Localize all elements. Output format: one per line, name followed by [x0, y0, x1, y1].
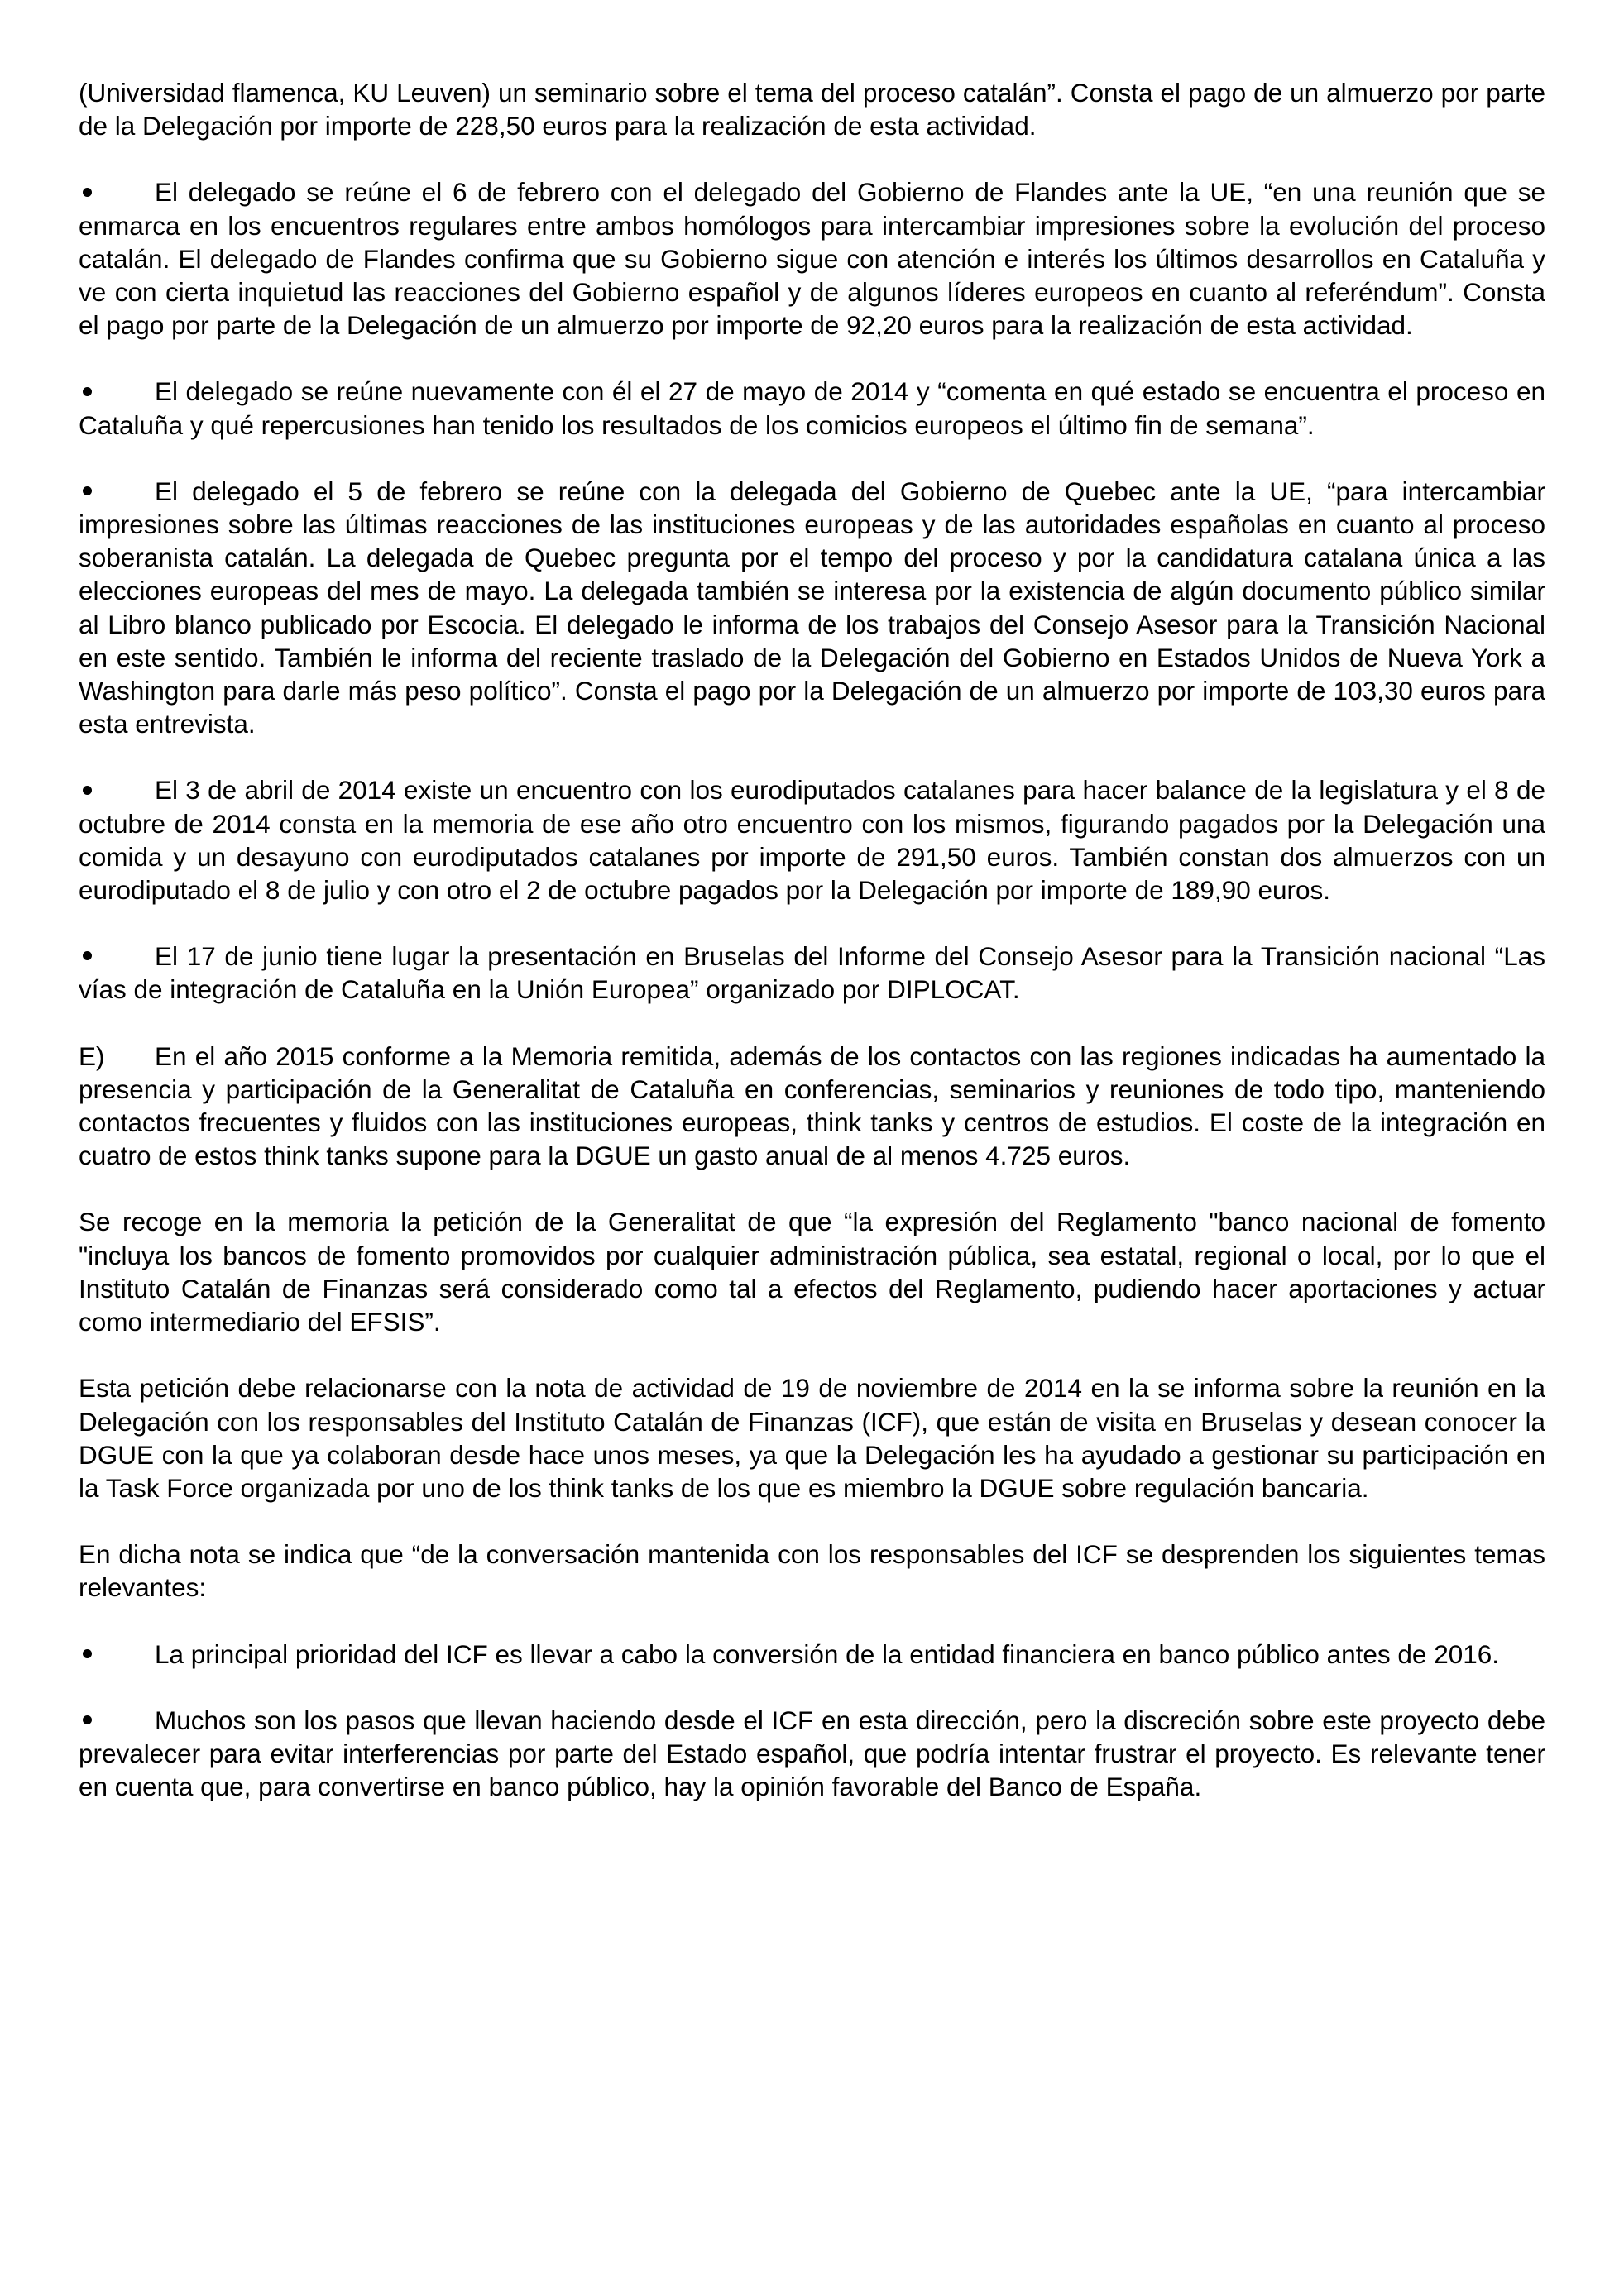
section-text: En el año 2015 conforme a la Memoria remitida, además de los contactos con las regiones indicadas ha aumentado la presencia y participación de la Generalitat de Cataluña en conferencias, seminarios y reuniones de todo tipo, manteniendo contactos frecuentes y fluidos con las instituciones europeas, think tanks y centros de estudios. El coste de la integración en cuatro de estos think tanks supone para la DGUE un gasto anual de al menos 4.725 euros.: [79, 1040, 1545, 1171]
bullet-item: [79, 175, 1545, 342]
bullet-icon: [79, 1704, 155, 1737]
bullet-icon: [79, 940, 155, 973]
paragraph: Esta petición debe relacionarse con la nota de actividad de 19 de noviembre de 2014 en la se informa sobre la reunión en la Delegación con los responsables del Instituto Catalán de Finanzas (ICF), que están de visita en Bruselas y desean conocer la DGUE con la que ya colaboran desde hace unos meses, ya que la Delegación les ha ayudado a gestionar su participación en la Task Force organizada por uno de los think tanks de los que es miembro la DGUE sobre regulación bancaria.: [79, 1373, 1545, 1503]
bullet-text: El delegado se reúne el 6 de febrero con el delegado del Gobierno de Flandes ante la UE, “en una reunión que se enmarca en los encuentros regulares entre ambos homólogos para intercambiar impresiones sobre la evolución del proceso catalán. El delegado de Flandes confirma que su Gobierno sigue con atención e interés los últimos desarrollos en Cataluña y ve con cierta inquietud las reacciones del Gobierno español y de algunos líderes europeos en cuanto al referéndum”. Consta el pago por parte de la Delegación de un almuerzo por importe de 92,20 euros para la realización de esta actividad.: [79, 177, 1545, 341]
paragraph: (Universidad flamenca, KU Leuven) un seminario sobre el tema del proceso catalán”. Consta el pago de un almuerzo por parte de la Delegación por importe de 228,50 euros para la realización de esta actividad.: [79, 78, 1545, 141]
bullet-text: El 17 de junio tiene lugar la presentación en Bruselas del Informe del Consejo Asesor para la Transición nacional “Las vías de integración de Cataluña en la Unión Europea” organizado por DIPLOCAT.: [79, 941, 1545, 1005]
section-letter: E): [79, 1040, 105, 1071]
bullet-text: Muchos son los pasos que llevan haciendo desde el ICF en esta dirección, pero la discreción sobre este proyecto debe prevalecer para evitar interferencias por parte del Estado español, que podría intentar frustrar el proyecto. Es relevante tener en cuenta que, para convertirse en banco público, hay la opinión favorable del Banco de España.: [79, 1705, 1545, 1802]
bullet-icon: [79, 475, 155, 508]
bullet-item: [79, 773, 1545, 906]
bullet-text: El 3 de abril de 2014 existe un encuentro con los eurodiputados catalanes para hacer balance de la legislatura y el 8 de octubre de 2014 consta en la memoria de ese año otro encuentro con los mismos, figurando pagados por la Delegación una comida y un desayuno con eurodiputados catalanes por importe de 291,50 euros. También constan dos almuerzos con un eurodiputado el 8 de julio y con otro el 2 de octubre pagados por la Delegación por importe de 189,90 euros.: [79, 775, 1545, 906]
bullet-icon: [79, 375, 155, 408]
bullet-icon: [79, 773, 155, 806]
bullet-item: [79, 375, 1545, 441]
bullet-icon: [79, 1638, 155, 1671]
document-page: [79, 76, 1545, 1836]
bullet-item: [79, 940, 1545, 1006]
bullet-item: [79, 1704, 1545, 1804]
bullet-text: El delegado el 5 de febrero se reúne con la delegada del Gobierno de Quebec ante la UE, “para intercambiar impresiones sobre las últimas reacciones de las instituciones europeas y de las autoridades españolas en cuanto al proceso soberanista catalán. La delegada de Quebec pregunta por el tempo del proceso y por la candidatura catalana única a las elecciones europeas del mes de mayo. La delegada también se interesa por la existencia de algún documento público similar al Libro blanco publicado por Escocia. El delegado le informa de los trabajos del Consejo Asesor para la Transición Nacional en este sentido. También le informa del reciente traslado de la Delegación del Gobierno en Estados Unidos de Nueva York a Washington para darle más peso político”. Consta el pago por la Delegación de un almuerzo por importe de 103,30 euros para esta entrevista.: [79, 476, 1545, 739]
paragraph: En dicha nota se indica que “de la conversación mantenida con los responsables del ICF se desprenden los siguientes temas relevantes:: [79, 1539, 1545, 1603]
lettered-section: [79, 1040, 1545, 1173]
paragraph: Se recoge en la memoria la petición de la Generalitat de que “la expresión del Reglamento "banco nacional de fomento "incluya los bancos de fomento promovidos por cualquier administración pública, sea estatal, regional o local, por lo que el Instituto Catalán de Finanzas será considerado como tal a efectos del Reglamento, pudiendo hacer aportaciones y actuar como intermediario del EFSIS”.: [79, 1207, 1545, 1337]
bullet-item: [79, 1638, 1545, 1671]
bullet-text: La principal prioridad del ICF es llevar a cabo la conversión de la entidad financiera en banco público antes de 2016.: [155, 1638, 1500, 1669]
bullet-icon: [79, 175, 155, 208]
bullet-item: [79, 475, 1545, 741]
bullet-text: El delegado se reúne nuevamente con él el 27 de mayo de 2014 y “comenta en qué estado se encuentra el proceso en Cataluña y qué repercusiones han tenido los resultados de los comicios europeos el último fin de semana”.: [79, 376, 1545, 440]
